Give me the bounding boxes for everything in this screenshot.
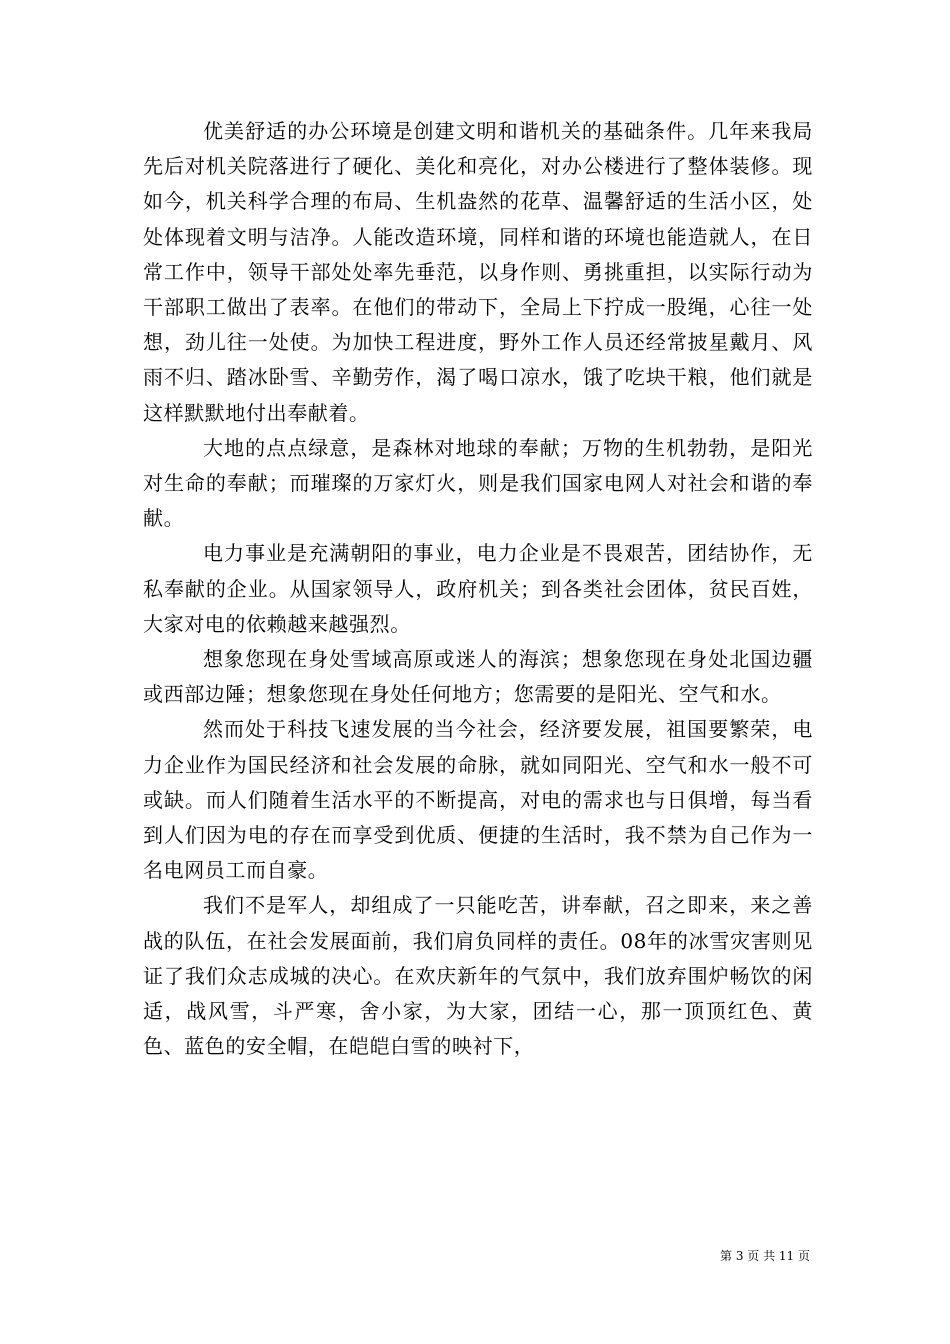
page-number-footer: 第 3 页 共 11 页 [720, 1249, 810, 1263]
paragraph-team: 我们不是军人，却组成了一只能吃苦，讲奉献，召之即来，来之善战的队伍，在社会发展面前，我们肩负同样的责任。08年的冰雪灾害则见证了我们众志成城的决心。在欢庆新年的气氛中，我们放弃围炉畅饮的闲适，战风雪，斗严寒，舍小家，为大家，团结一心，那一顶顶红色、黄色、蓝色的安全帽，在皑皑白雪的映衬下， [143, 893, 813, 1059]
document-body [143, 114, 813, 1064]
paragraph-environment: 优美舒适的办公环境是创建文明和谐机关的基础条件。几年来我局先后对机关院落进行了硬化、美化和亮化，对办公楼进行了整体装修。现如今，机关科学合理的布局、生机盎然的花草、温馨舒适的生活小区，处处体现着文明与洁净。人能改造环境，同样和谐的环境也能造就人，在日常工作中，领导干部处处率先垂范，以身作则、勇挑重担，以实际行动为干部职工做出了表率。在他们的带动下，全局上下拧成一股绳，心往一处想，劲儿往一处使。为加快工程进度，野外工作人员还经常披星戴月、风雨不归、踏冰卧雪、辛勤劳作，渴了喝口凉水，饿了吃块干粮，他们就是这样默默地付出奉献着。 [143, 119, 813, 425]
paragraph-green-earth: 大地的点点绿意，是森林对地球的奉献；万物的生机勃勃，是阳光对生命的奉献；而璀璨的万家灯火，则是我们国家电网人对社会和谐的奉献。 [143, 435, 813, 531]
paragraph-power-industry: 电力事业是充满朝阳的事业，电力企业是不畏艰苦，团结协作，无私奉献的企业。从国家领导人，政府机关；到各类社会团体，贫民百姓，大家对电的依赖越来越强烈。 [143, 541, 813, 636]
paragraph-imagine: 想象您现在身处雪域高原或迷人的海滨；想象您现在身处北国边疆或西部边陲；想象您现在身处任何地方；您需要的是阳光、空气和水。 [143, 647, 813, 707]
paragraph-development: 然而处于科技飞速发展的当今社会，经济要发展，祖国要繁荣，电力企业作为国民经济和社会发展的命脉，就如同阳光、空气和水一般不可或缺。而人们随着生活水平的不断提高，对电的需求也与日俱增，每当看到人们因为电的存在而享受到优质、便捷的生活时，我不禁为自己作为一名电网员工而自豪。 [143, 717, 813, 883]
